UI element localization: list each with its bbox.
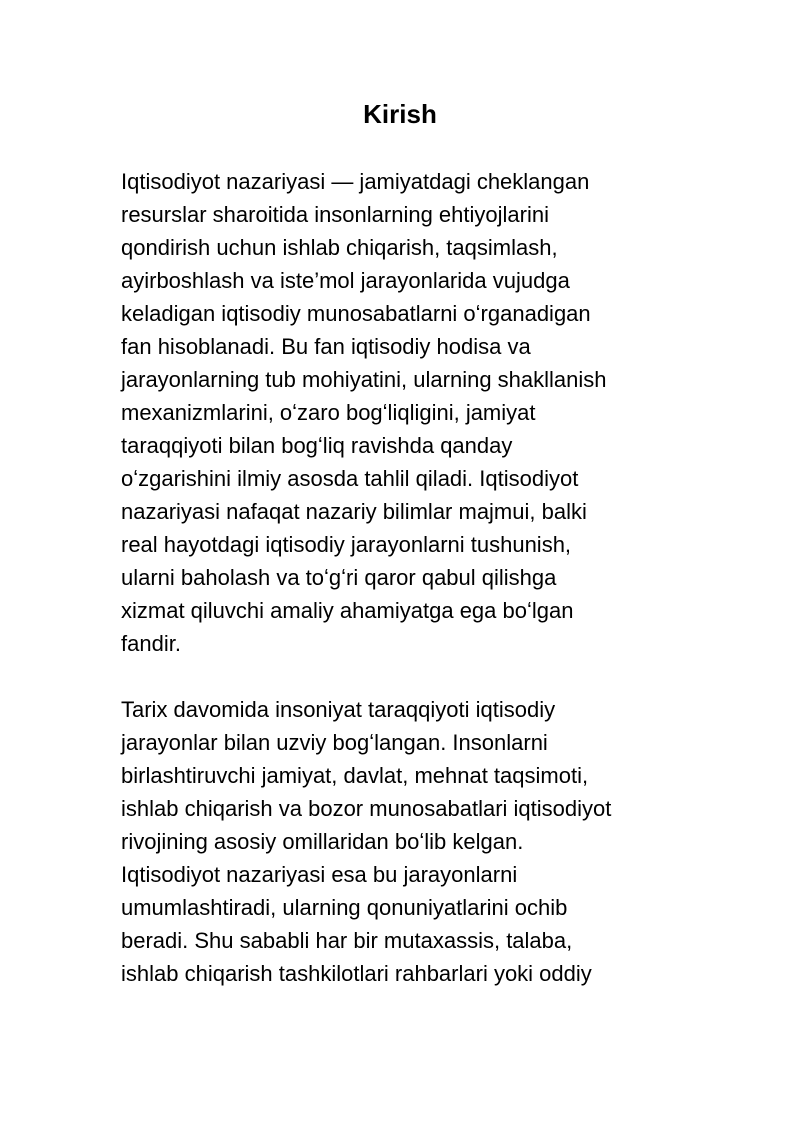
text-line: Tarix davomida insoniyat taraqqiyoti iqtisodiy [121, 697, 556, 722]
text-line: fan hisoblanadi. Bu fan iqtisodiy hodisa va [121, 334, 531, 359]
text-line: ishlab chiqarish va bozor munosabatlari iqtisodiyot [121, 796, 612, 821]
text-line: oʻzgarishini ilmiy asosda tahlil qiladi. Iqtisodiyot [121, 466, 579, 491]
text-line: jarayonlarning tub mohiyatini, ularning shakllanish [121, 367, 607, 392]
page-title: Kirish [363, 99, 437, 129]
text-line: beradi. Shu sababli har bir mutaxassis, talaba, [121, 928, 573, 953]
text-line: Iqtisodiyot nazariyasi esa bu jarayonlarni [121, 862, 518, 887]
paragraph-1 [121, 165, 691, 660]
text-line: ularni baholash va toʻgʻri qaror qabul qilishga [121, 565, 557, 590]
text-line: ishlab chiqarish tashkilotlari rahbarlari yoki oddiy [121, 961, 592, 986]
paragraph-2 [121, 693, 691, 990]
text-line: nazariyasi nafaqat nazariy bilimlar majmui, balki [121, 499, 587, 524]
text-line: ayirboshlash va iste’mol jarayonlarida vujudga [121, 268, 570, 293]
text-line: jarayonlar bilan uzviy bogʻlangan. Insonlarni [121, 730, 548, 755]
text-line: Iqtisodiyot nazariyasi — jamiyatdagi cheklangan [121, 169, 590, 194]
text-line: rivojining asosiy omillaridan boʻlib kelgan. [121, 829, 524, 854]
text-line: mexanizmlarini, oʻzaro bogʻliqligini, jamiyat [121, 400, 536, 425]
text-line: qondirish uchun ishlab chiqarish, taqsimlash, [121, 235, 558, 260]
text-line: keladigan iqtisodiy munosabatlarni oʻrganadigan [121, 301, 591, 326]
text-line: umumlashtiradi, ularning qonuniyatlarini ochib [121, 895, 568, 920]
text-line: fandir. [121, 631, 181, 656]
text-line: taraqqiyoti bilan bogʻliq ravishda qanday [121, 433, 513, 458]
document-body [121, 165, 691, 990]
text-line: real hayotdagi iqtisodiy jarayonlarni tushunish, [121, 532, 572, 557]
text-line: xizmat qiluvchi amaliy ahamiyatga ega boʻlgan [121, 598, 574, 623]
text-line: birlashtiruvchi jamiyat, davlat, mehnat taqsimoti, [121, 763, 589, 788]
text-line: resurslar sharoitida insonlarning ehtiyojlarini [121, 202, 549, 227]
